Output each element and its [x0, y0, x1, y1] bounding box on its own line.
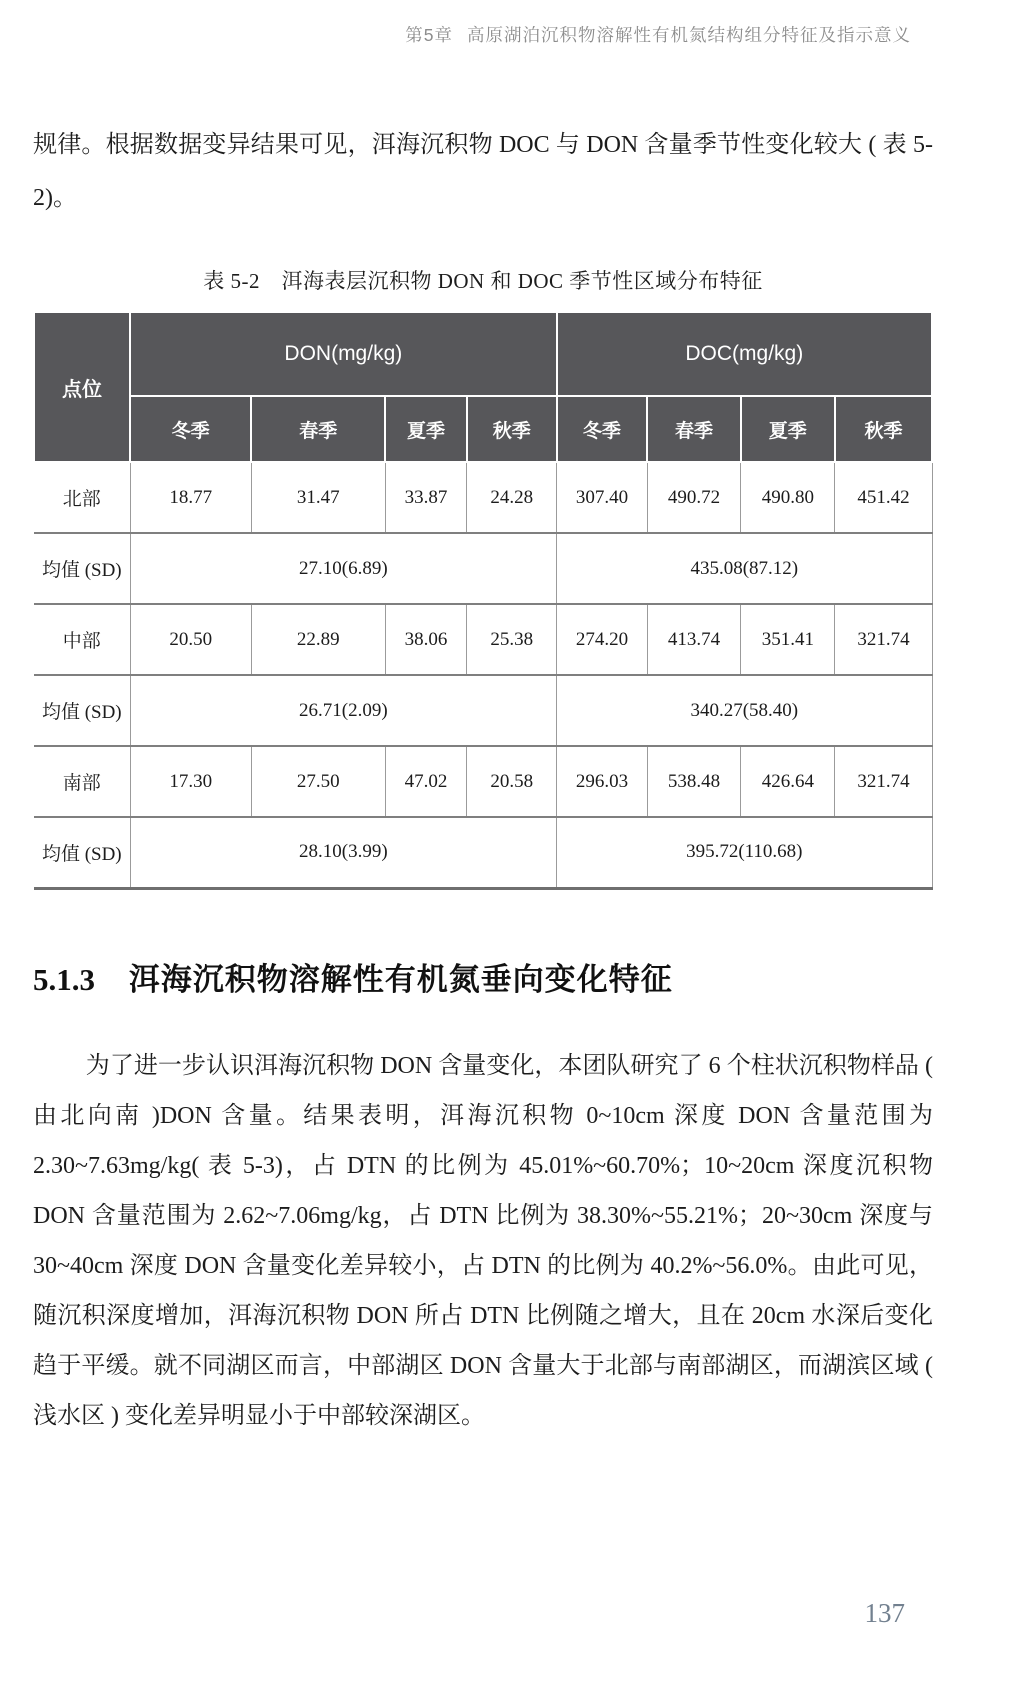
- row-label: 中部: [34, 604, 130, 675]
- mean-doc-cell: 340.27(58.40): [557, 675, 932, 746]
- chapter-title: 高原湖泊沉积物溶解性有机氮结构组分特征及指示意义: [467, 25, 911, 45]
- body-paragraph: 为了进一步认识洱海沉积物 DON 含量变化，本团队研究了 6 个柱状沉积物样品 ( 由北向南 )DON 含量。结果表明，洱海沉积物 0~10cm 深度 DON 含量范围为 2.30~7.63mg/kg( 表 5-3)，占 DTN 的比例为 45.01%~60.70%；10~20cm 深度沉积物 DON 含量范围为 2.62~7.06mg/kg，占 DTN 比例为 38.30%~55.21%；20~30cm 深度与 30~40cm 深度 DON 含量变化差异较小，占 DTN 的比例为 40.2%~56.0%。由此可见，随沉积深度增加，洱海沉积物 DON 所占 DTN 比例随之增大，且在 20cm 水深后变化趋于平缓。就不同湖区而言，中部湖区 DON 含量大于北部与南部湖区，而湖滨区域 ( 浅水区 ) 变化差异明显小于中部较深湖区。: [33, 1052, 933, 1429]
- table-cell: 351.41: [741, 604, 835, 675]
- season-header: 春季: [647, 396, 740, 462]
- section-number: 5.1.3: [33, 961, 95, 997]
- seasonal-distribution-table: [33, 311, 933, 890]
- chapter-number: 第5章: [405, 25, 453, 45]
- section-title: 洱海沉积物溶解性有机氮垂向变化特征: [128, 961, 673, 997]
- table-cell: 426.64: [741, 746, 835, 817]
- table-cell: 27.50: [251, 746, 385, 817]
- corner-header-site: 点位: [34, 312, 130, 462]
- table-row-north: [34, 462, 932, 533]
- row-label: 均值 (SD): [34, 675, 130, 746]
- table-cell: 47.02: [385, 746, 467, 817]
- season-header: 秋季: [467, 396, 557, 462]
- season-header: 秋季: [835, 396, 932, 462]
- mean-don-cell: 26.71(2.09): [130, 675, 557, 746]
- table-cell: 274.20: [557, 604, 648, 675]
- table-cell: 33.87: [385, 462, 467, 533]
- table-cell: 18.77: [130, 462, 251, 533]
- mean-don-cell: 27.10(6.89): [130, 533, 557, 604]
- row-label: 北部: [34, 462, 130, 533]
- table-cell: 413.74: [647, 604, 740, 675]
- table-cell: 490.80: [741, 462, 835, 533]
- table-row-north-mean: [34, 533, 932, 604]
- section-heading: [33, 954, 933, 999]
- table-header-row-groups: [34, 312, 932, 396]
- mean-doc-cell: 435.08(87.12): [557, 533, 932, 604]
- table-row-central: [34, 604, 932, 675]
- mean-don-cell: 28.10(3.99): [130, 817, 557, 888]
- table-cell: 490.72: [647, 462, 740, 533]
- table-cell: 22.89: [251, 604, 385, 675]
- table-cell: 20.58: [467, 746, 557, 817]
- table-cell: 321.74: [835, 746, 932, 817]
- table-cell: 538.48: [647, 746, 740, 817]
- page-number: 137: [864, 1598, 905, 1628]
- row-label: 南部: [34, 746, 130, 817]
- season-header: 夏季: [741, 396, 835, 462]
- running-header: [33, 22, 933, 47]
- table-cell: 31.47: [251, 462, 385, 533]
- season-header: 冬季: [130, 396, 251, 462]
- season-header: 冬季: [557, 396, 648, 462]
- table-cell: 38.06: [385, 604, 467, 675]
- table-cell: 20.50: [130, 604, 251, 675]
- table-cell: 25.38: [467, 604, 557, 675]
- table-caption: 表 5-2 洱海表层沉积物 DON 和 DOC 季节性区域分布特征: [203, 269, 763, 293]
- table-cell: 296.03: [557, 746, 648, 817]
- intro-paragraph: 规律。根据数据变异结果可见，洱海沉积物 DOC 与 DON 含量季节性变化较大 ( 表 5-2)。: [33, 132, 933, 211]
- table-cell: 307.40: [557, 462, 648, 533]
- row-label: 均值 (SD): [34, 817, 130, 888]
- table-cell: 321.74: [835, 604, 932, 675]
- table-row-south: [34, 746, 932, 817]
- table-row-central-mean: [34, 675, 932, 746]
- table-cell: 451.42: [835, 462, 932, 533]
- table-cell: 17.30: [130, 746, 251, 817]
- season-header: 夏季: [385, 396, 467, 462]
- table-header-row-seasons: [34, 396, 932, 462]
- doc-group-header: DOC(mg/kg): [557, 312, 932, 396]
- mean-doc-cell: 395.72(110.68): [557, 817, 932, 888]
- table-row-south-mean: [34, 817, 932, 888]
- table-cell: 24.28: [467, 462, 557, 533]
- don-group-header: DON(mg/kg): [130, 312, 557, 396]
- row-label: 均值 (SD): [34, 533, 130, 604]
- season-header: 春季: [251, 396, 385, 462]
